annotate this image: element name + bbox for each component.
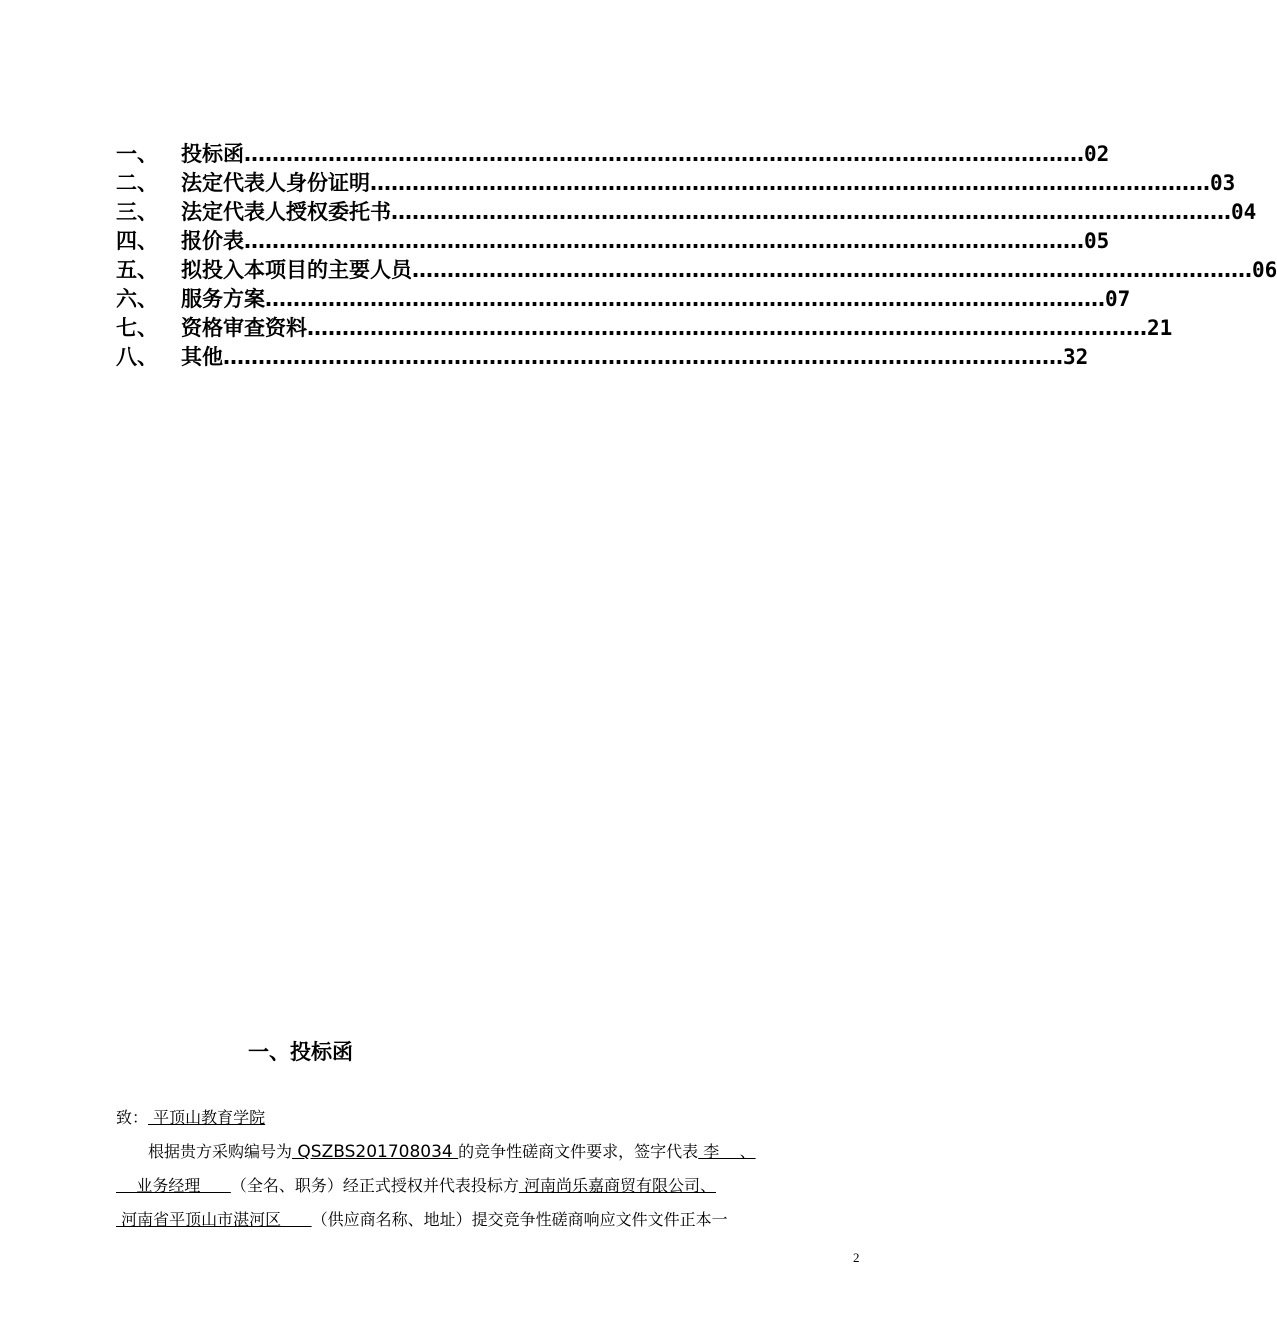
toc-number: 三、 [116,200,158,224]
toc-title: 投标函 [181,142,244,166]
toc-number: 四、 [116,229,158,253]
toc-number: 七、 [116,316,158,340]
toc-title: 其他 [181,345,223,369]
letter-line [116,1174,860,1208]
toc-page: 05 [1084,229,1110,253]
bidder-company: 河南尚乐嘉商贸有限公司、 [518,1176,716,1195]
procurement-code: QSZBS201708034 [292,1142,459,1162]
letter-recipient-line [116,1106,860,1140]
letter-text: 的竞争性磋商文件要求，签字代表 [458,1142,699,1161]
bid-letter [116,1106,860,1242]
toc-row[interactable] [116,138,1110,167]
toc-row[interactable] [116,167,1236,196]
toc-number: 八、 [116,345,158,369]
toc-page: 06 [1252,258,1277,282]
toc-leader: ………………………………………………………………………………………………………… [412,258,1252,282]
toc-title: 法定代表人授权委托书 [181,200,391,224]
letter-text: （全名、职务）经正式授权并代表投标方 [230,1176,519,1195]
letter-text: （供应商名称、地址）提交竞争性磋商响应文件文件正本一 [311,1210,728,1229]
toc-title: 法定代表人身份证明 [181,171,370,195]
toc-title: 资格审查资料 [181,316,307,340]
toc-leader: ………………………………………………………………………………………………………… [391,200,1231,224]
toc-leader: ………………………………………………………………………………………………………… [244,142,1084,166]
toc-title: 服务方案 [181,287,265,311]
toc-number: 一、 [116,142,158,166]
letter-line [116,1140,860,1174]
toc-title: 拟投入本项目的主要人员 [181,258,412,282]
signatory-role: 业务经理 [116,1176,231,1195]
recipient-value: 平顶山教育学院 [148,1108,266,1127]
toc-leader: ………………………………………………………………………………………………………… [244,229,1084,253]
toc-leader: ………………………………………………………………………………………………………… [370,171,1210,195]
toc-page: 03 [1210,171,1236,195]
toc-leader: ………………………………………………………………………………………………………… [307,316,1147,340]
letter-text: 根据贵方采购编号为 [148,1142,293,1161]
toc-page: 04 [1231,200,1257,224]
toc-page: 07 [1105,287,1131,311]
toc-number: 五、 [116,258,158,282]
recipient-label: 致： [116,1108,149,1127]
table-of-contents [116,138,1277,370]
toc-row[interactable] [116,283,1131,312]
toc-title: 报价表 [181,229,244,253]
toc-row[interactable] [116,196,1257,225]
toc-row[interactable] [116,312,1173,341]
toc-number: 二、 [116,171,158,195]
toc-row[interactable] [116,225,1110,254]
section-heading: 一、投标函 [248,1040,353,1064]
toc-page: 21 [1147,316,1173,340]
toc-page: 32 [1063,345,1089,369]
toc-leader: ………………………………………………………………………………………………………… [265,287,1105,311]
toc-row[interactable] [116,341,1089,370]
toc-page: 02 [1084,142,1110,166]
signatory-name: 李 、 [698,1142,756,1161]
page-number: 2 [853,1250,860,1265]
bidder-address: 河南省平顶山市湛河区 [116,1210,312,1229]
toc-number: 六、 [116,287,158,311]
letter-line [116,1208,860,1242]
toc-row[interactable] [116,254,1277,283]
toc-leader: ………………………………………………………………………………………………………… [223,345,1063,369]
